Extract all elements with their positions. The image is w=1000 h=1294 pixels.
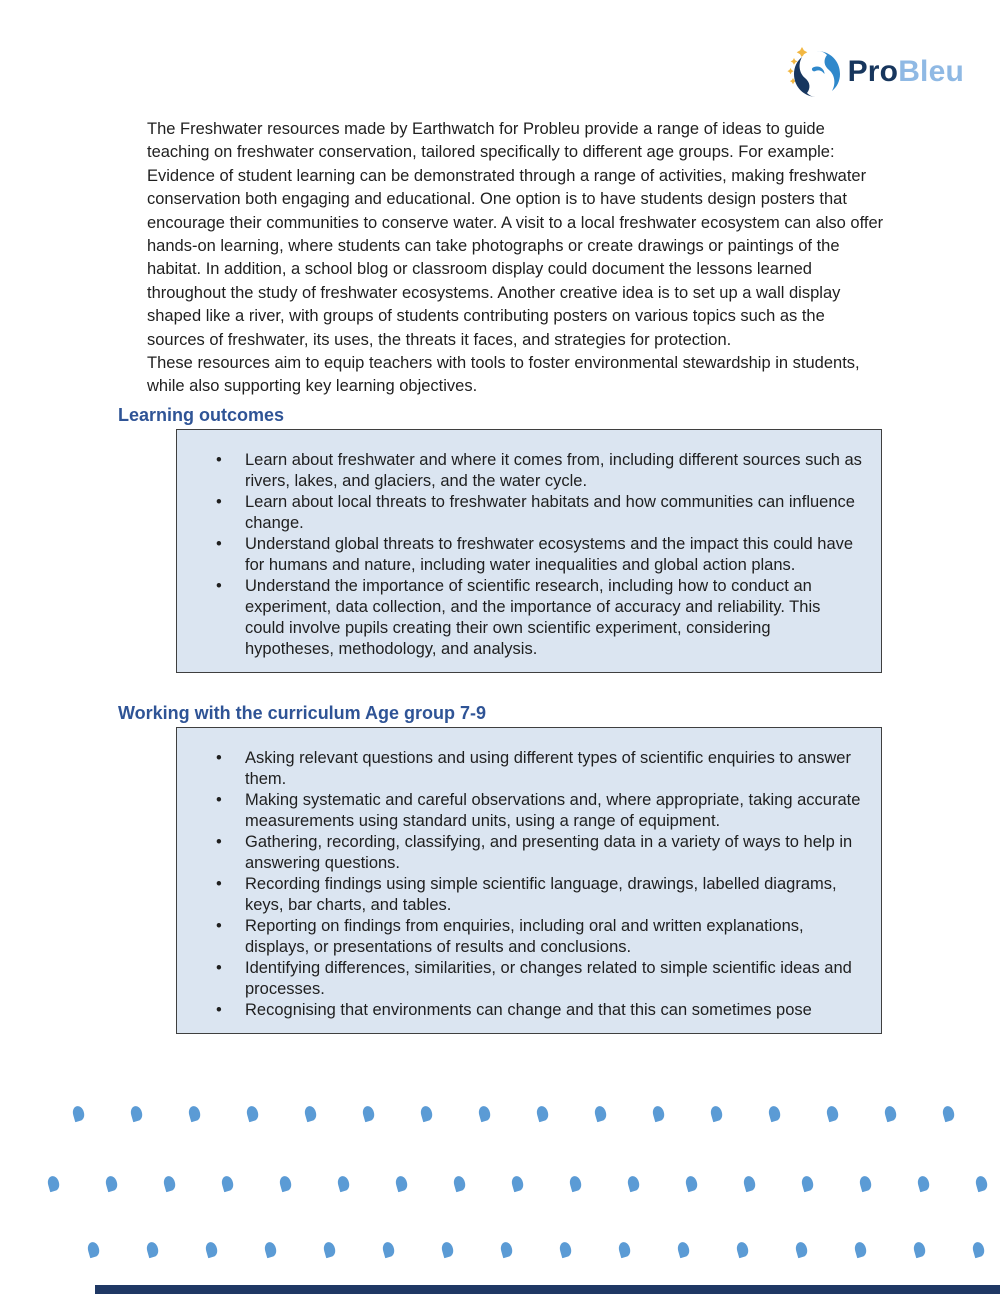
intro-paragraph-1: The Freshwater resources made by Earthwatch for Probleu provide a range of ideas to guide teaching on freshwater conservation, tailored specifically to different age groups. For example: [147,120,835,162]
water-drop-icon [129,1105,144,1122]
bullet-item [216,832,863,874]
bullet-marker: • [216,450,222,469]
bullet-marker: • [216,492,222,511]
water-drop-icon [394,1175,409,1192]
water-drop-icon [204,1241,219,1258]
water-drop-icon [535,1105,550,1122]
intro-paragraph-3: These resources aim to equip teachers with tools to foster environmental stewardship in students, while also supporting key learning objectives. [147,354,860,396]
water-drop-icon [883,1105,898,1122]
water-drop-icon [510,1175,525,1192]
water-drop-icon [916,1175,931,1192]
water-drop-icon [263,1241,278,1258]
bullet-text: Making systematic and careful observations and, where appropriate, taking accurate measurements using standard units, using a range of equipment. [245,790,861,830]
bullet-marker: • [216,832,222,851]
bullet-item [216,492,863,534]
water-drop-icon [912,1241,927,1258]
water-drop-icon [499,1241,514,1258]
water-drop-icon [336,1175,351,1192]
water-drop-icon [86,1241,101,1258]
water-drop-icon [419,1105,434,1122]
water-drop-icon [71,1105,86,1122]
footer-bar [95,1285,1000,1294]
water-drop-icon [381,1241,396,1258]
water-drop-icon [941,1105,956,1122]
bullet-text: Recognising that environments can change and that this can sometimes pose [245,1000,812,1019]
bullet-marker: • [216,576,222,595]
water-drop-icon [145,1241,160,1258]
bullet-text: Identifying differences, similarities, or changes related to simple scientific ideas and processes. [245,958,852,998]
brand-pro: Pro [847,55,899,88]
curriculum-box [176,727,882,1034]
bullet-text: Recording findings using simple scientific language, drawings, labelled diagrams, keys, bar charts, and tables. [245,874,837,914]
water-drop-icon [187,1105,202,1122]
water-drop-icon [220,1175,235,1192]
document-body [0,118,1000,1034]
bullet-marker: • [216,534,222,553]
star-icon [790,58,797,65]
water-drop-icon [800,1175,815,1192]
water-drop-icon [971,1241,986,1258]
water-drop-icon [477,1105,492,1122]
water-drop-icon [651,1105,666,1122]
bullet-text: Gathering, recording, classifying, and presenting data in a variety of ways to help in answering questions. [245,832,853,872]
bullet-item [216,748,863,790]
water-drop-icon [767,1105,782,1122]
bullet-marker: • [216,874,222,893]
bullet-text: Learn about local threats to freshwater habitats and how communities can influence change. [245,492,855,532]
water-drop-icon [617,1241,632,1258]
curriculum-list [216,748,863,1021]
water-drop-icon [626,1175,641,1192]
water-drop-icon [558,1241,573,1258]
water-drop-icon [278,1175,293,1192]
page-header [0,0,1000,118]
learning-outcomes-box [176,429,882,673]
bullet-marker: • [216,790,222,809]
water-drop-icon [974,1175,989,1192]
bullet-marker: • [216,748,222,767]
bullet-item [216,1000,863,1021]
water-drop-icon [858,1175,873,1192]
water-drop-icon [568,1175,583,1192]
brand-bleu: Bleu [898,55,964,88]
water-drop-icon [794,1241,809,1258]
bullet-item [216,534,863,576]
heading-curriculum-age-7-9: Working with the curriculum Age group 7-9 [118,702,487,723]
water-drop-icon [709,1105,724,1122]
probleu-logo [786,44,964,100]
bullet-item [216,576,863,660]
learning-outcomes-list [216,450,863,660]
bullet-item [216,790,863,832]
water-drop-icon [825,1105,840,1122]
bullet-item [216,916,863,958]
bullet-item [216,450,863,492]
water-drop-icon [742,1175,757,1192]
intro-paragraph-2: Evidence of student learning can be demonstrated through a range of activities, making freshwater conservation both engaging and educational. One option is to have students design posters that encourage their communities to conserve water. A visit to a local freshwater ecosystem can also offer hands-on learning, where students can take photographs or create drawings or paintings of the habitat. In addition, a school blog or classroom display could document the lessons learned throughout the study of freshwater ecosystems. Another creative idea is to set up a wall display shaped like a river, with groups of students contributing posters on various topics such as the sources of freshwater, its uses, the threats it faces, and strategies for protection. [147,166,884,349]
water-drop-icon [104,1175,119,1192]
water-drop-icon [676,1241,691,1258]
water-drop-icon [322,1241,337,1258]
bullet-text: Learn about freshwater and where it comes from, including different sources such as rivers, lakes, and glaciers, and the water cycle. [245,450,862,490]
bullet-item [216,958,863,1000]
bullet-text: Understand global threats to freshwater ecosystems and the impact this could have for humans and nature, including water inequalities and global action plans. [245,534,854,574]
heading-learning-outcomes: Learning outcomes [118,404,285,425]
bullet-text: Reporting on findings from enquiries, including oral and written explanations, displays, or presentations of results and conclusions. [245,916,804,956]
water-drop-icon [440,1241,455,1258]
bullet-text: Understand the importance of scientific research, including how to conduct an experiment, data collection, and the importance of accuracy and reliability. This could involve pupils creating their own scientific experiment, considering hypotheses, methodology, and analysis. [245,576,821,658]
bullet-marker: • [216,1000,222,1019]
bullet-item [216,874,863,916]
bullet-text: Asking relevant questions and using different types of scientific enquiries to answer them. [245,748,851,788]
water-drop-icon [46,1175,61,1192]
water-drop-icon [452,1175,467,1192]
water-drop-icon [162,1175,177,1192]
water-drop-icon [684,1175,699,1192]
water-drop-icon [245,1105,260,1122]
probleu-logo-swirl-icon [786,44,842,100]
water-drop-icon [853,1241,868,1258]
brand-wordmark [848,57,964,87]
star-icon [787,68,793,74]
water-drop-icon [303,1105,318,1122]
bullet-marker: • [216,958,222,977]
water-drop-icon [735,1241,750,1258]
water-drop-icon [361,1105,376,1122]
bullet-marker: • [216,916,222,935]
water-drop-icon [593,1105,608,1122]
